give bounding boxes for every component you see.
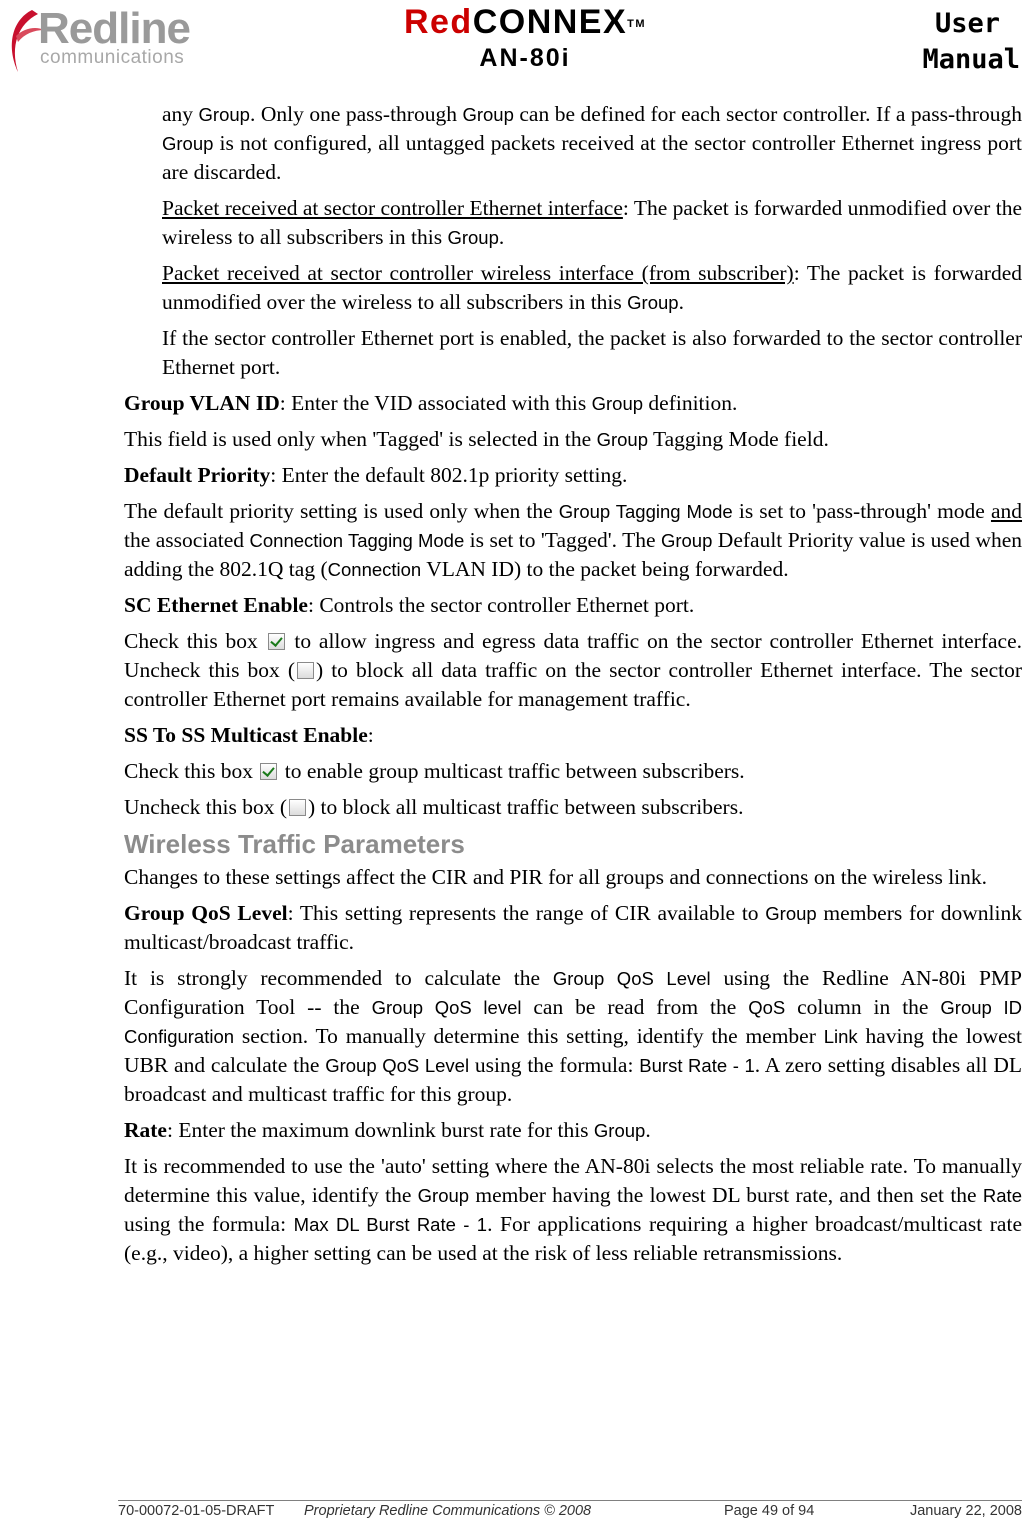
paragraph-rate: Rate: Enter the maximum downlink burst rate for this Group. bbox=[124, 1118, 651, 1142]
footer-copyright: Proprietary Redline Communications © 2008 bbox=[304, 1503, 592, 1519]
paragraph-passthrough-group: any Group. Only one pass-through Group can be defined for each sector controller. If a pass-through Group is not configured, all untagged packets received at the sector controller Ethernet ingress port are discarded. bbox=[162, 102, 1022, 184]
trademark-mark: TM bbox=[627, 18, 647, 30]
paragraph-multicast-uncheck: Uncheck this box ( ) to block all multicast traffic between subscribers. bbox=[124, 795, 744, 819]
paragraph-ss-multicast-enable: SS To SS Multicast Enable: bbox=[124, 723, 374, 747]
page-header bbox=[0, 0, 1024, 88]
logo-name: Redline bbox=[38, 4, 190, 53]
checked-checkbox-icon bbox=[268, 633, 285, 650]
brand-red-part: Red bbox=[403, 3, 473, 41]
page-content bbox=[124, 100, 1022, 1275]
product-title bbox=[360, 2, 690, 74]
section-heading-wireless-traffic: Wireless Traffic Parameters bbox=[124, 829, 465, 859]
footer-doc-id: 70-00072-01-05-DRAFT bbox=[118, 1503, 275, 1519]
paragraph-default-priority-detail: The default priority setting is used only when the Group Tagging Mode is set to 'pass-through' mode and the associated Connection Tagging Mode is set to 'Tagged'. The Group Default Priority value is used when adding the 802.1Q tag (Connection VLAN ID) to the packet being forwarded. bbox=[124, 499, 1023, 581]
paragraph-rate-detail: It is recommended to use the 'auto' setting where the AN-80i selects the most reliable rate. To manually determine this value, identify the Group member having the lowest DL burst rate, and then set the Rate using the formula: Max DL Burst Rate - 1. For applications requiring a higher broadcast/multicast rate (e.g., video), a higher setting can be used at the risk of less reliable retransmissions. bbox=[124, 1154, 1022, 1265]
paragraph-default-priority: Default Priority: Enter the default 802.1p priority setting. bbox=[124, 463, 628, 487]
doc-type-line1: User bbox=[934, 8, 1000, 39]
paragraph-vlan-tagged-note: This field is used only when 'Tagged' is selected in the Group Tagging Mode field. bbox=[124, 427, 829, 451]
paragraph-ethernet-enabled: If the sector controller Ethernet port is enabled, the packet is also forwarded to the sector controller Ethernet port. bbox=[162, 326, 1022, 379]
logo-subtitle: communications bbox=[40, 47, 185, 68]
brand-black-part: CONNEX bbox=[472, 3, 628, 41]
paragraph-group-vlan-id: Group VLAN ID: Enter the VID associated with this Group definition. bbox=[124, 391, 738, 415]
product-model: AN-80i bbox=[479, 44, 571, 72]
paragraph-ethernet-interface: Packet received at sector controller Ethernet interface: The packet is forwarded unmodified over the wireless to all subscribers in this Group. bbox=[162, 196, 1022, 249]
footer-page-number: Page 49 of 94 bbox=[724, 1503, 815, 1519]
doc-type-line2: Manual bbox=[922, 44, 1020, 75]
unchecked-checkbox-icon bbox=[297, 662, 314, 679]
footer-date: January 22, 2008 bbox=[909, 1503, 1022, 1519]
checked-checkbox-icon bbox=[260, 763, 277, 780]
paragraph-multicast-check: Check this box to enable group multicast traffic between subscribers. bbox=[124, 759, 745, 783]
redline-logo bbox=[4, 4, 214, 78]
paragraph-group-qos-level: Group QoS Level: This setting represents the range of CIR available to Group members for downlink multicast/broadcast traffic. bbox=[124, 901, 1022, 954]
brand-name bbox=[360, 2, 690, 42]
paragraph-wireless-interface: Packet received at sector controller wireless interface (from subscriber): The packet is forwarded unmodified over the wireless to all subscribers in this Group. bbox=[162, 261, 1022, 314]
paragraph-group-qos-detail: It is strongly recommended to calculate the Group QoS Level using the Redline AN-80i PMP Configuration Tool -- the Group QoS level can be read from the QoS column in the Group ID Configuration section. To manually determine this setting, identify the member Link having the lowest UBR and calculate the Group QoS Level using the formula: Burst Rate - 1. A zero setting disables all DL broadcast and multicast traffic for this group. bbox=[124, 966, 1022, 1106]
unchecked-checkbox-icon bbox=[289, 799, 306, 816]
paragraph-sc-ethernet-checkbox: Check this box to allow ingress and egress data traffic on the sector controller Ethernet interface. Uncheck this box ( ) to block all data traffic on the sector controller Ethernet interface. The sector controller Ethernet port remains available for management traffic. bbox=[124, 629, 1022, 711]
footer-divider bbox=[118, 1500, 1022, 1501]
document-type bbox=[922, 6, 1020, 78]
paragraph-wireless-traffic-intro: Changes to these settings affect the CIR and PIR for all groups and connections on the wireless link. bbox=[124, 865, 988, 889]
paragraph-sc-ethernet-enable: SC Ethernet Enable: Controls the sector controller Ethernet port. bbox=[124, 593, 695, 617]
